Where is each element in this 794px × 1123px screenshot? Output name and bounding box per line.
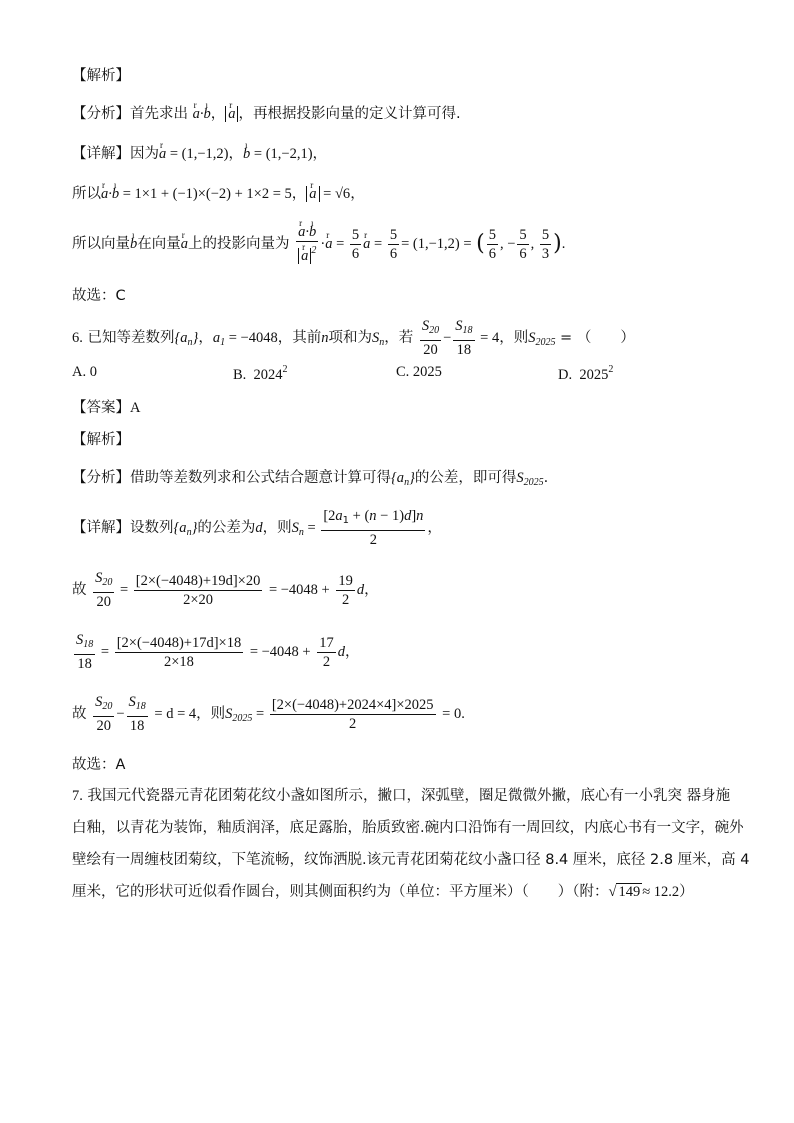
q6-fenxi-line: 【分析】借助等差数列求和公式结合题意计算可得$\{a_n\}$的公差，即可得$S_{2025}$. (72, 470, 549, 488)
fraction-17-2: $\frac{17}{2}$ (319, 634, 334, 670)
gu-text: 故 (72, 706, 87, 722)
sn-formula: $\frac{[2a_1 + (n - 1)d]n}{2}$ (323, 508, 424, 548)
q6-text-4: 项和为 (328, 330, 372, 346)
q6-text-6: ，则 (499, 330, 529, 346)
s18-over-18: $\frac{S_{18}}{18}$ (76, 632, 94, 672)
fraction-5-3: $\frac{5}{3}$ (541, 226, 550, 262)
detail-line-3: 所以向量ı b在向量r a上的投影向量为 r a·ı b r a $^2$ ·r a = $\frac{5}{6}$ r a = $\frac{5}{6}$ = (1,−1,2) = ( $\frac{5}{6}$ , − $\frac{5}{6}$ , $\frac{5}{3}$ ). (72, 222, 565, 266)
analysis-line: 【分析】首先求出 r a·ı b，r a ，再根据投影向量的定义计算可得. (72, 104, 461, 124)
q6-detail-line-2: 故 $\frac{S_{20}}{20}$ = $\frac{[2\times(-4048)+19d]\times 20}{2\times 20}$ = −4048 + $\frac{19}{2}$ d， (72, 570, 379, 610)
q7-text-4: 厘米，它的形状可近似看作圆台，则其侧面积约为（单位：平方厘米）（ ）（附： (72, 884, 609, 900)
xj-text-3: ，则 (262, 520, 292, 536)
s2025-expansion: $\frac{[2\times(-4048)+2024\times 4]\times 2025}{2}$ (271, 696, 434, 732)
s20-expansion: $\frac{[2\times(-4048)+19d]\times 20}{2\times 20}$ (135, 572, 261, 608)
option-b[interactable]: B. 2024$^2$ (233, 364, 288, 383)
q6-detail-line-4: 故 $\frac{S_{20}}{20}$ − $\frac{S_{18}}{18}$ = d = 4，则$S_{2025}$ = $\frac{[2\times(-4048)+2024\times 4]\times 2025}{2}$ = 0. (72, 694, 465, 734)
so-text: 所以 (72, 186, 101, 202)
vector-b-value: = (1,−2,1) (250, 146, 313, 162)
fraction-5-6: $\frac{5}{6}$ (519, 226, 527, 262)
question-7-line-4: 厘米，它的形状可近似看作圆台，则其侧面积约为（单位：平方厘米）（ ）（附：√ 149 ≈ 12.2） (72, 884, 694, 900)
s18-over-18: $\frac{S_{18}}{18}$ (128, 694, 146, 734)
q6-detail-line-1: 【详解】设数列$\{a_n\}$的公差为d，则$S_n$ = $\frac{[2a_1 + (n - 1)d]n}{2}$ ， (72, 508, 442, 548)
fenxi-text-2: 的公差，即可得 (414, 470, 517, 486)
fenxi-label: 【分析】 (72, 470, 130, 486)
comma: ， (291, 186, 307, 202)
s18-expansion: $\frac{[2\times(-4048)+17d]\times 18}{2\times 18}$ (116, 634, 242, 670)
sqrt-argument: 149 (618, 884, 641, 900)
q6-detail-line-3: $\frac{S_{18}}{18}$ = $\frac{[2\times(-4048)+17d]\times 18}{2\times 18}$ = −4048 + $\frac{17}{2}$ d， (76, 632, 360, 672)
answer-label: 【答案】 (72, 400, 130, 416)
question-number: 6. (72, 330, 83, 346)
question-7-line-1 (72, 786, 730, 806)
s18-over-18: $\frac{S_{18}}{18}$ (455, 318, 473, 358)
s20-over-20: $\frac{S_{20}}{20}$ (95, 570, 113, 610)
question-6: 6. 已知等差数列$\{a_n\}$，$a_1 = -4048$，其前n项和为$S_n$，若 $\frac{S_{20}}{20}$ − $\frac{S_{18}}{18}$ = 4，则$S_{2025}$ = （ ） (72, 318, 635, 358)
q6-text-1: 已知等差数列 (87, 330, 175, 346)
detail-line-1: 【详解】因为r a = (1,−1,2)，ı b = (1,−2,1)， (72, 144, 327, 164)
q6-a1-value: = −4048 (225, 330, 278, 346)
detail-text: 因为 (130, 146, 159, 162)
xj-text-2: 的公差为 (197, 520, 256, 536)
fraction-5-6: $\frac{5}{6}$ (351, 226, 360, 262)
option-a[interactable]: A. 0 (72, 364, 97, 380)
proj-text-3: 上的投影向量为 (188, 236, 290, 252)
sqrt-approx: ≈ 12.2） (642, 884, 694, 900)
fenxi-text-3: . (543, 470, 549, 486)
dot-product-calc: = 1×1 + (−1)×(−2) + 1×2 = 5 (119, 186, 292, 202)
q6-text-3: ，其前 (277, 330, 322, 346)
magnitude-value: = √6 (319, 186, 351, 202)
s20-result: = −4048 + (268, 582, 330, 598)
proj-text-2: 在向量 (137, 236, 181, 252)
q6-eq: = 4 (476, 330, 500, 346)
q6-text-5: ，若 (384, 330, 414, 346)
answer-final: 故选：A (72, 757, 126, 773)
answer-prev: 故选：C (72, 288, 126, 304)
fraction-5-6: $\frac{5}{6}$ (488, 226, 496, 262)
fraction-19-2: $\frac{19}{2}$ (338, 572, 353, 608)
projection-mid: = (1,−1,2) = (401, 236, 472, 252)
s18-result: = −4048 + (249, 644, 311, 660)
vector-a-value: = (1,−1,2) (166, 146, 229, 162)
comma: ， (350, 186, 365, 202)
analysis-label: 【分析】 (72, 106, 130, 122)
fraction-5-6: $\frac{5}{6}$ (389, 226, 398, 262)
q6-comma: ， (198, 330, 213, 346)
q6-analysis-heading: 【解析】 (72, 432, 130, 448)
s20-over-20: $\frac{S_{20}}{20}$ (421, 318, 440, 358)
proj-text-1: 所以向量 (72, 236, 130, 252)
xiangjie-label: 【详解】 (72, 520, 130, 536)
s2025-result: = 0. (442, 706, 465, 722)
detail-label: 【详解】 (72, 146, 130, 162)
analysis-text-1: 首先求出 (130, 106, 188, 122)
comma: ， (312, 146, 328, 162)
detail-line-2: 所以r a·ı b = 1×1 + (−1)×(−2) + 1×2 = 5，r a = √6， (72, 184, 365, 204)
q7-text-1: 我国元代瓷器元青花团菊花纹小盏如图所示，撇口，深弧壁，圈足微微外撇，底心有一小乳突 器身施 (87, 788, 731, 804)
projection-fraction: r a·ı b r a $^2$ (296, 223, 318, 265)
question-number: 7. (72, 788, 83, 804)
xj-text-1: 设数列 (130, 520, 174, 536)
gu-text: 故 (72, 582, 87, 598)
option-d[interactable]: D. 2025$^2$ (558, 364, 614, 383)
answer-line (72, 398, 140, 418)
q6-text-7: = （ ） (555, 330, 635, 346)
option-c[interactable]: C. 2025 (396, 364, 442, 380)
question-7-line-2: 白釉，以青花为装饰，釉质润泽，底足露胎，胎质致密.碗内口沿饰有一周回纹，内底心书有一文字，碗外 (72, 820, 744, 836)
comma: ， (228, 146, 244, 162)
analysis-text-2: ，再根据投影向量的定义计算可得. (238, 106, 461, 122)
analysis-heading: 【解析】 (72, 68, 130, 84)
ze-text: ，则 (196, 706, 226, 722)
s20-over-20: $\frac{S_{20}}{20}$ (95, 694, 113, 734)
answer-value: A (130, 400, 141, 416)
diff-equation: = d = 4 (154, 706, 197, 722)
question-7-line-3: 壁绘有一周缠枝团菊纹，下笔流畅，纹饰洒脱.该元青花团菊花纹小盏口径 8.4 厘米，底径 2.8 厘米，高 4 (72, 852, 750, 868)
fenxi-text-1: 借助等差数列求和公式结合题意计算可得 (130, 470, 391, 486)
